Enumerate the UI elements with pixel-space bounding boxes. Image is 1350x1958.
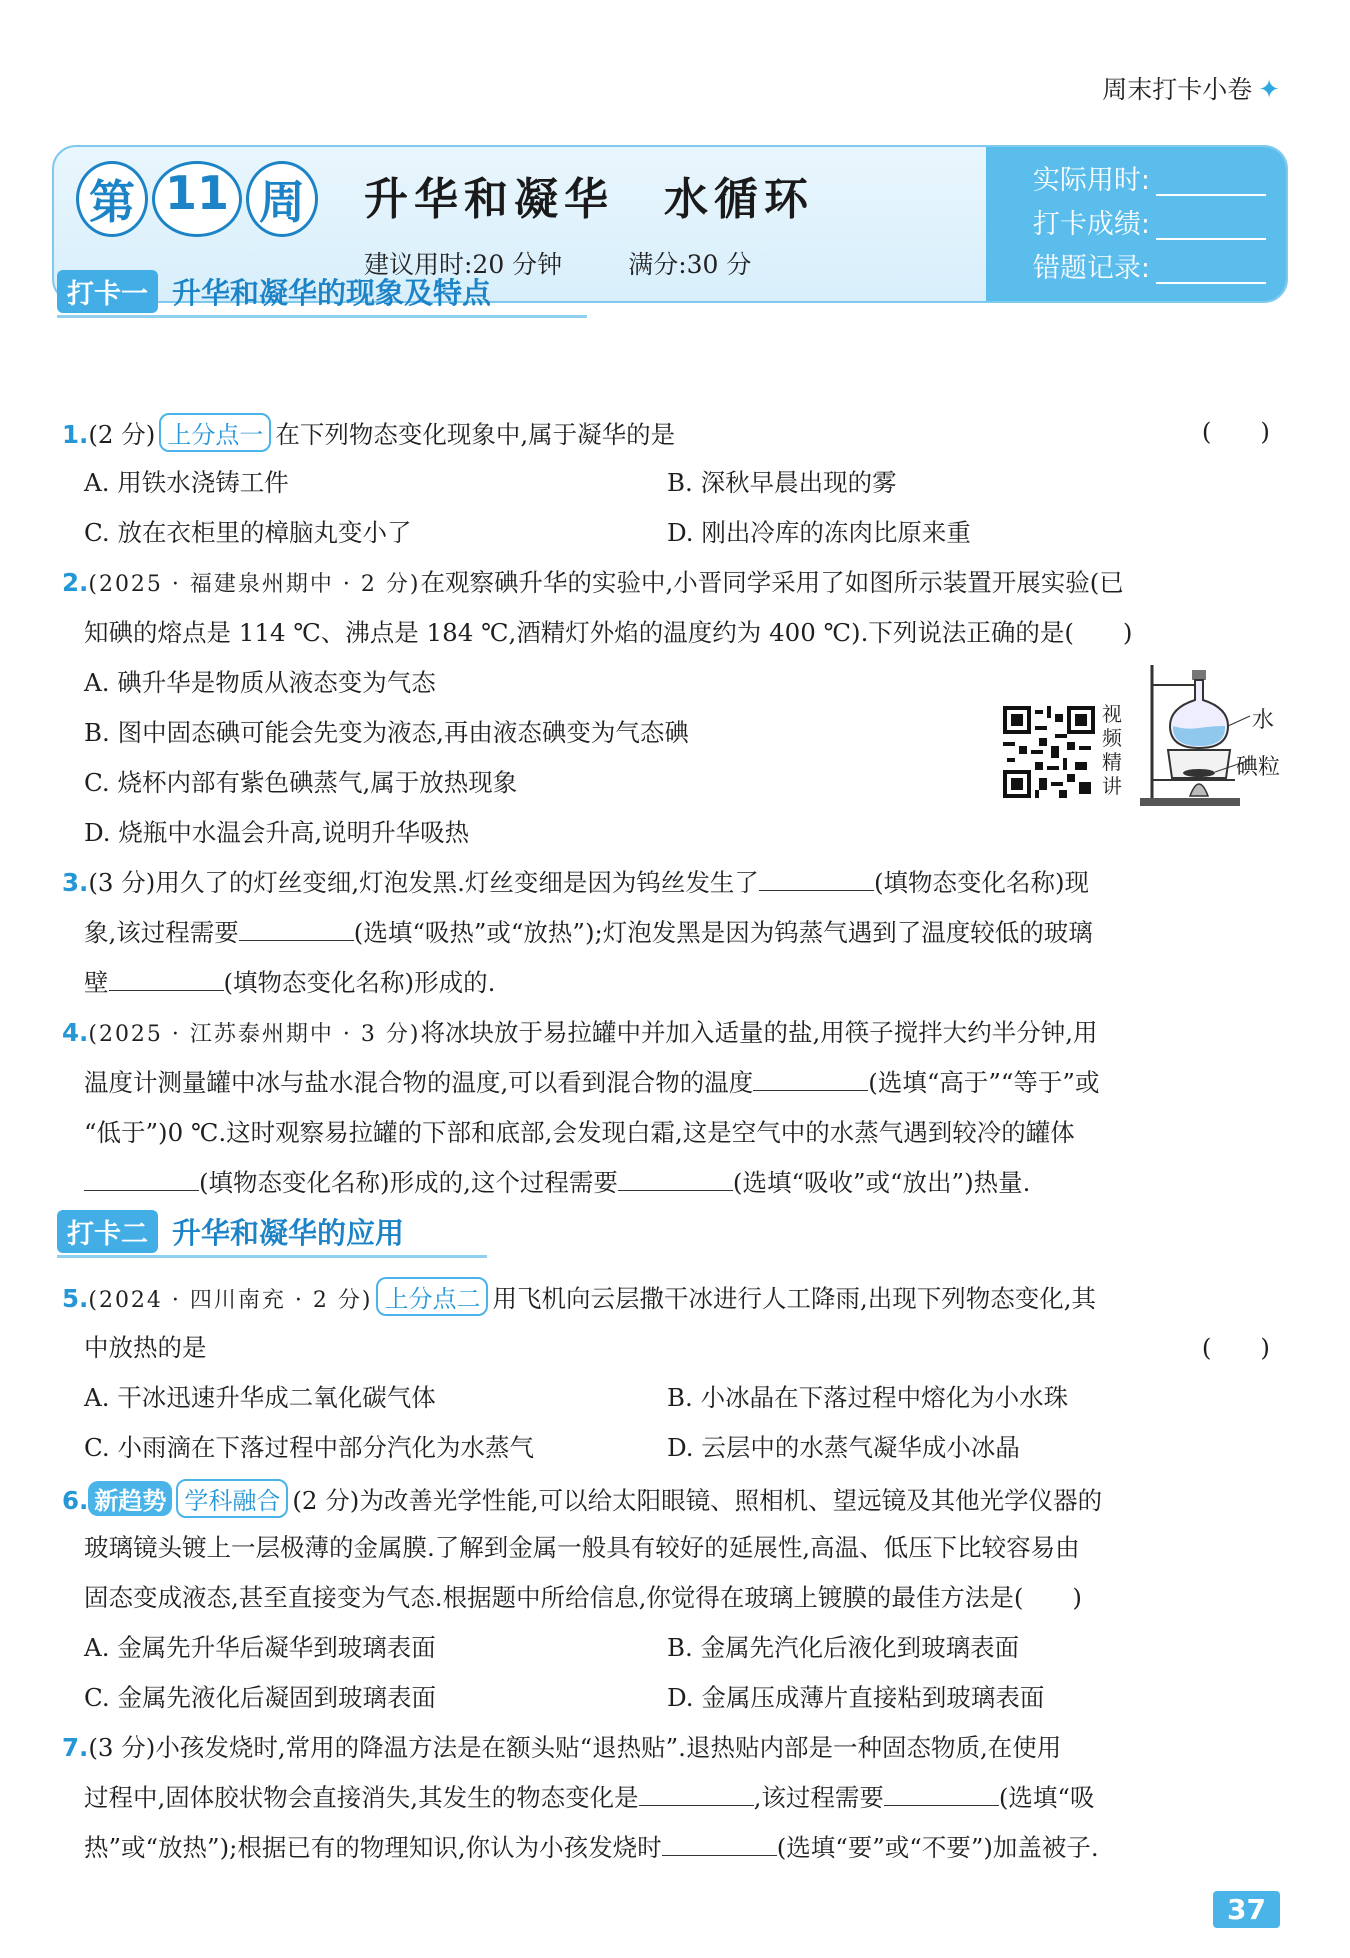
water-label: 水 [1252,708,1275,733]
score-point-badge: 上分点一 [159,413,271,452]
question-5-line2: 中放热的是 [84,1333,207,1362]
question-3-line2: 象,该过程需要 (选填“吸热”或“放热”);灯泡发黑是因为钨蒸气遇到了温度较低的玻璃 [84,918,1093,947]
question-6-line2: 玻璃镜头镀上一层极薄的金属膜.了解到金属一般具有较好的延展性,高温、低压下比较容易由 [84,1533,1080,1562]
record-fields: 实际用时: 打卡成绩: 错题记录: [1033,159,1266,291]
answer-blank[interactable] [109,968,224,991]
answer-blank[interactable] [239,918,354,941]
q6-option-c[interactable]: C. 金属先液化后凝固到玻璃表面 [84,1683,436,1712]
section-header-2: 打卡二 升华和凝华的应用 [57,1210,404,1252]
q6-option-a[interactable]: A. 金属先升华后凝华到玻璃表面 [84,1633,436,1662]
answer-blank[interactable] [759,868,874,891]
q1-option-d[interactable]: D. 刚出冷库的冻肉比原来重 [667,518,971,547]
score-blank[interactable] [1156,212,1266,240]
question-4: 4.(2025 · 江苏泰州期中 · 3 分)将冰块放于易拉罐中并加入适量的盐,用筷子搅拌大约半分钟,用 [62,1018,1098,1047]
answer-blank[interactable] [84,1168,199,1191]
section-header-1: 打卡一 升华和凝华的现象及特点 [57,270,491,312]
answer-paren[interactable]: ( ) [1201,417,1270,446]
interdisciplinary-badge: 学科融合 [176,1479,288,1518]
full-score: 满分:30 分 [628,250,752,279]
q1-option-a[interactable]: A. 用铁水浇铸工件 [84,468,289,497]
q6-option-b[interactable]: B. 金属先汽化后液化到玻璃表面 [667,1633,1020,1662]
question-7-line2: 过程中,固体胶状物会直接消失,其发生的物态变化是 ,该过程需要 (选填“吸 [84,1783,1095,1812]
week-badge: 第 11 周 [76,161,318,237]
q5-option-d[interactable]: D. 云层中的水蒸气凝华成小冰晶 [667,1433,1020,1462]
q6-option-d[interactable]: D. 金属压成薄片直接粘到玻璃表面 [667,1683,1045,1712]
question-3: 3.(3 分)用久了的灯丝变细,灯泡发黑.灯丝变细是因为钨丝发生了 (填物态变化名称)现 [62,868,1090,897]
question-7: 7.(3 分)小孩发烧时,常用的降温方法是在额头贴“退热贴”.退热贴内部是一种固态物质,在使用 [62,1733,1062,1762]
page-title: 升华和凝华 水循环 [364,174,814,225]
answer-blank[interactable] [618,1168,733,1191]
question-7-line3: 热”或“放热”);根据已有的物理知识,你认为小孩发烧时 (选填“要”或“不要”)加盖被子. [84,1833,1099,1862]
question-4-line2: 温度计测量罐中冰与盐水混合物的温度,可以看到混合物的温度 (选填“高于”“等于”或 [84,1068,1100,1097]
q2-option-d[interactable]: D. 烧瓶中水温会升高,说明升华吸热 [84,818,470,847]
section-underline [57,1255,487,1258]
question-1: 1.(2 分) 上分点一 在下列物态变化现象中,属于凝华的是 [62,413,675,452]
iodine-label: 碘粒 [1236,755,1281,780]
question-6: 6. 新趋势 学科融合 (2 分)为改善光学性能,可以给太阳眼镜、照相机、望远镜及其他光学仪器的 [62,1479,1102,1518]
q5-option-c[interactable]: C. 小雨滴在下落过程中部分汽化为水蒸气 [84,1433,534,1462]
page-number: 37 [1213,1891,1280,1928]
suggested-time: 建议用时:20 分钟 [364,250,563,279]
answer-blank[interactable] [753,1068,868,1091]
q2-option-a[interactable]: A. 碘升华是物质从液态变为气态 [84,668,436,697]
question-5: 5.(2024 · 四川南充 · 2 分) 上分点二 用飞机向云层撒干冰进行人工降雨,出现下列物态变化,其 [62,1277,1096,1316]
answer-blank[interactable] [639,1783,754,1806]
answer-paren[interactable]: ( ) [1201,1333,1270,1362]
q5-option-b[interactable]: B. 小冰晶在下落过程中熔化为小水珠 [667,1383,1069,1412]
question-4-line4: (填物态变化名称)形成的,这个过程需要 (选填“吸收”或“放出”)热量. [84,1164,1030,1199]
question-2: 2.(2025 · 福建泉州期中 · 2 分)在观察碘升华的实验中,小晋同学采用了如图所示装置开展实验(已 [62,568,1124,597]
video-lecture-label: 视频精讲 [1102,702,1122,798]
score-point-badge: 上分点二 [376,1277,488,1316]
question-4-line3: “低于”)0 ℃.这时观察易拉罐的下部和底部,会发现白霜,这是空气中的水蒸气遇到较冷的罐体 [84,1118,1075,1147]
qr-code-icon[interactable] [1003,706,1095,798]
q2-option-b[interactable]: B. 图中固态碘可能会先变为液态,再由液态碘变为气态碘 [84,718,689,747]
answer-blank[interactable] [884,1783,999,1806]
q1-option-c[interactable]: C. 放在衣柜里的樟脑丸变小了 [84,518,412,547]
question-2-line2: 知碘的熔点是 114 ℃、沸点是 184 ℃,酒精灯外焰的温度约为 400 ℃).下列说法正确的是( ) [84,618,1133,647]
sparkle-icon: ✦ [1258,75,1280,105]
iodine-sublimation-apparatus-diagram [1140,660,1280,810]
q1-option-b[interactable]: B. 深秋早晨出现的雾 [667,468,897,497]
weekly-quiz-tag: 周末打卡小卷 ✦ [1102,75,1280,105]
question-6-line3: 固态变成液态,甚至直接变为气态.根据题中所给信息,你觉得在玻璃上镀膜的最佳方法是( ) [84,1583,1082,1612]
question-3-line3: 壁 (填物态变化名称)形成的. [84,968,496,997]
q2-option-c[interactable]: C. 烧杯内部有紫色碘蒸气,属于放热现象 [84,768,518,797]
q5-option-a[interactable]: A. 干冰迅速升华成二氧化碳气体 [84,1383,436,1412]
actual-time-blank[interactable] [1156,168,1266,196]
section-underline [57,315,587,318]
mistake-record-blank[interactable] [1156,256,1266,284]
new-trend-badge: 新趋势 [88,1481,172,1516]
answer-blank[interactable] [662,1833,777,1856]
